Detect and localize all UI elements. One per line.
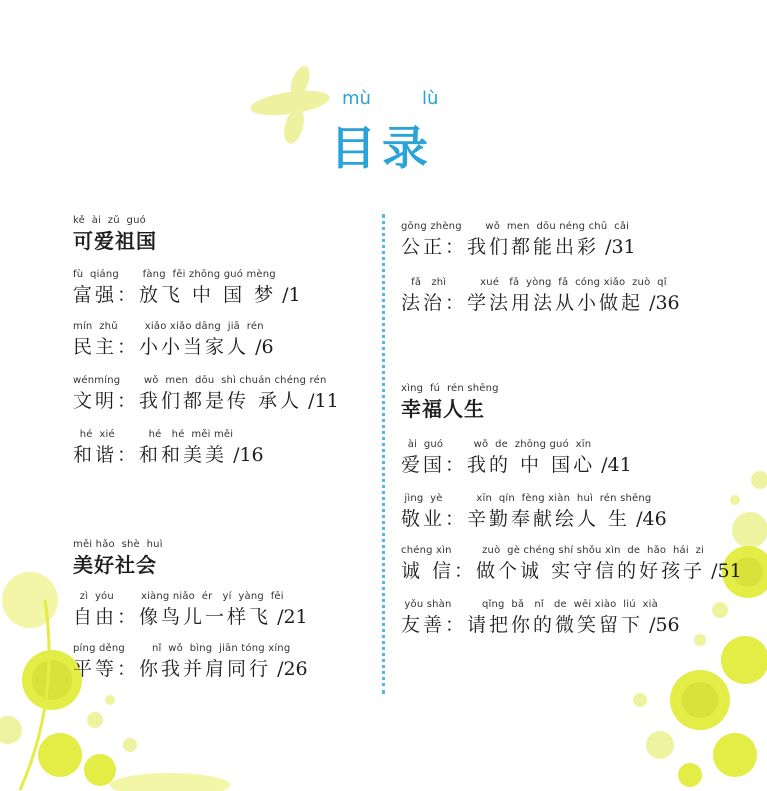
section-heading <box>73 538 163 578</box>
pinyin-line: wénmíng wǒ men dōu shì chuán chéng rén <box>73 375 327 386</box>
entry-label: 友善： <box>401 614 468 636</box>
dragonfly-icon <box>249 63 331 145</box>
entry-title: 和和美美 <box>139 444 228 466</box>
toc-entry[interactable] <box>401 220 636 260</box>
toc-entry-line <box>73 334 274 360</box>
toc-entry-line <box>73 656 308 682</box>
toc-entry[interactable] <box>73 590 308 630</box>
toc-entry-line <box>401 290 680 316</box>
entry-title: 辛勤奉献绘人 生 <box>467 508 631 530</box>
section-heading-text: 幸福人生 <box>401 397 485 421</box>
pinyin-line: zì yóu xiàng niǎo ér yí yàng fēi <box>73 591 284 602</box>
entry-page-number: /26 <box>271 658 308 680</box>
toc-entry-line <box>73 604 308 630</box>
entry-title: 做个诚 实守信的好孩子 <box>476 560 706 582</box>
section-heading-text: 可爱祖国 <box>73 229 157 253</box>
toc-entry[interactable] <box>73 642 308 682</box>
entry-label: 公正： <box>401 236 468 258</box>
pinyin-line: měi hǎo shè huì <box>73 539 163 550</box>
column-divider <box>382 214 385 694</box>
pinyin-line: píng děng nǐ wǒ bìng jiān tóng xíng <box>73 643 291 654</box>
entry-page-number: /36 <box>643 292 680 314</box>
toc-entry[interactable] <box>401 276 680 316</box>
entry-title: 请把你的微笑留下 <box>467 614 644 636</box>
entry-title: 像鸟儿一样飞 <box>139 606 272 628</box>
entry-title: 我们都是传 承人 <box>139 390 303 412</box>
toc-entry[interactable] <box>73 320 274 360</box>
entry-label: 平等： <box>73 658 140 680</box>
pinyin-line: mín zhǔ xiǎo xiǎo dāng jiā rén <box>73 321 264 332</box>
entry-label: 民主： <box>73 336 140 358</box>
toc-entry-line <box>401 234 636 260</box>
section-heading <box>401 382 499 422</box>
pinyin-line: fù qiáng fàng fēi zhōng guó mèng <box>73 269 276 280</box>
toc-entry[interactable] <box>401 438 632 478</box>
title-pinyin-mu: mù <box>342 88 371 109</box>
title-pinyin-lu: lù <box>422 88 439 109</box>
entry-label: 诚 信： <box>401 560 477 582</box>
entry-title: 你我并肩同行 <box>139 658 272 680</box>
toc-entry[interactable] <box>401 598 680 638</box>
entry-title: 放飞 中 国 梦 <box>139 284 277 306</box>
entry-label: 自由： <box>73 606 140 628</box>
entry-page-number: /16 <box>227 444 264 466</box>
toc-entry-line <box>73 282 301 308</box>
entry-label: 爱国： <box>401 454 468 476</box>
entry-title: 我们都能出彩 <box>467 236 600 258</box>
entry-label: 和谐： <box>73 444 140 466</box>
page-title: 目录 <box>330 121 434 175</box>
toc-entry-line <box>73 388 339 414</box>
entry-page-number: /51 <box>705 560 742 582</box>
pinyin-line: ài guó wǒ de zhōng guó xīn <box>401 439 592 450</box>
entry-page-number: /6 <box>249 336 274 358</box>
toc-entry[interactable] <box>73 428 264 468</box>
entry-label: 敬业： <box>401 508 468 530</box>
entry-label: 法治： <box>401 292 468 314</box>
toc-entry[interactable] <box>73 268 301 308</box>
entry-page-number: /31 <box>599 236 636 258</box>
entry-page-number: /1 <box>276 284 301 306</box>
toc-entry[interactable] <box>401 492 667 532</box>
pinyin-line: xìng fú rén shēng <box>401 383 499 394</box>
entry-page-number: /11 <box>302 390 339 412</box>
toc-entry-line <box>401 452 632 478</box>
pinyin-line: chéng xìn zuò gè chéng shí shǒu xìn de hǎo hái zi <box>401 545 704 556</box>
entry-label: 富强： <box>73 284 140 306</box>
section-heading <box>73 214 157 254</box>
toc-entry-line <box>401 506 667 532</box>
section-heading-text: 美好社会 <box>73 553 157 577</box>
pinyin-line: hé xié hé hé měi měi <box>73 429 234 440</box>
entry-title: 小小当家人 <box>139 336 250 358</box>
toc-entry[interactable] <box>73 374 339 414</box>
entry-page-number: /56 <box>643 614 680 636</box>
entry-title: 学法用法从小做起 <box>467 292 644 314</box>
title-pinyin <box>330 88 450 108</box>
pinyin-line: fǎ zhì xué fǎ yòng fǎ cóng xiǎo zuò qǐ <box>401 277 667 288</box>
entry-page-number: /41 <box>595 454 632 476</box>
pinyin-line: jìng yè xīn qín fèng xiàn huì rén shēng <box>401 493 652 504</box>
entry-page-number: /21 <box>271 606 308 628</box>
entry-title: 我的 中 国心 <box>467 454 596 476</box>
toc-entry-line <box>401 612 680 638</box>
pinyin-line: yǒu shàn qǐng bǎ nǐ de wēi xiào liú xià <box>401 599 658 610</box>
pinyin-line: gōng zhèng wǒ men dōu néng chū cǎi <box>401 221 630 232</box>
toc-entry-line <box>73 442 264 468</box>
toc-entry-line <box>401 558 742 584</box>
entry-page-number: /46 <box>630 508 667 530</box>
pinyin-line: kě ài zǔ guó <box>73 215 146 226</box>
toc-entry[interactable] <box>401 544 742 584</box>
entry-label: 文明： <box>73 390 140 412</box>
